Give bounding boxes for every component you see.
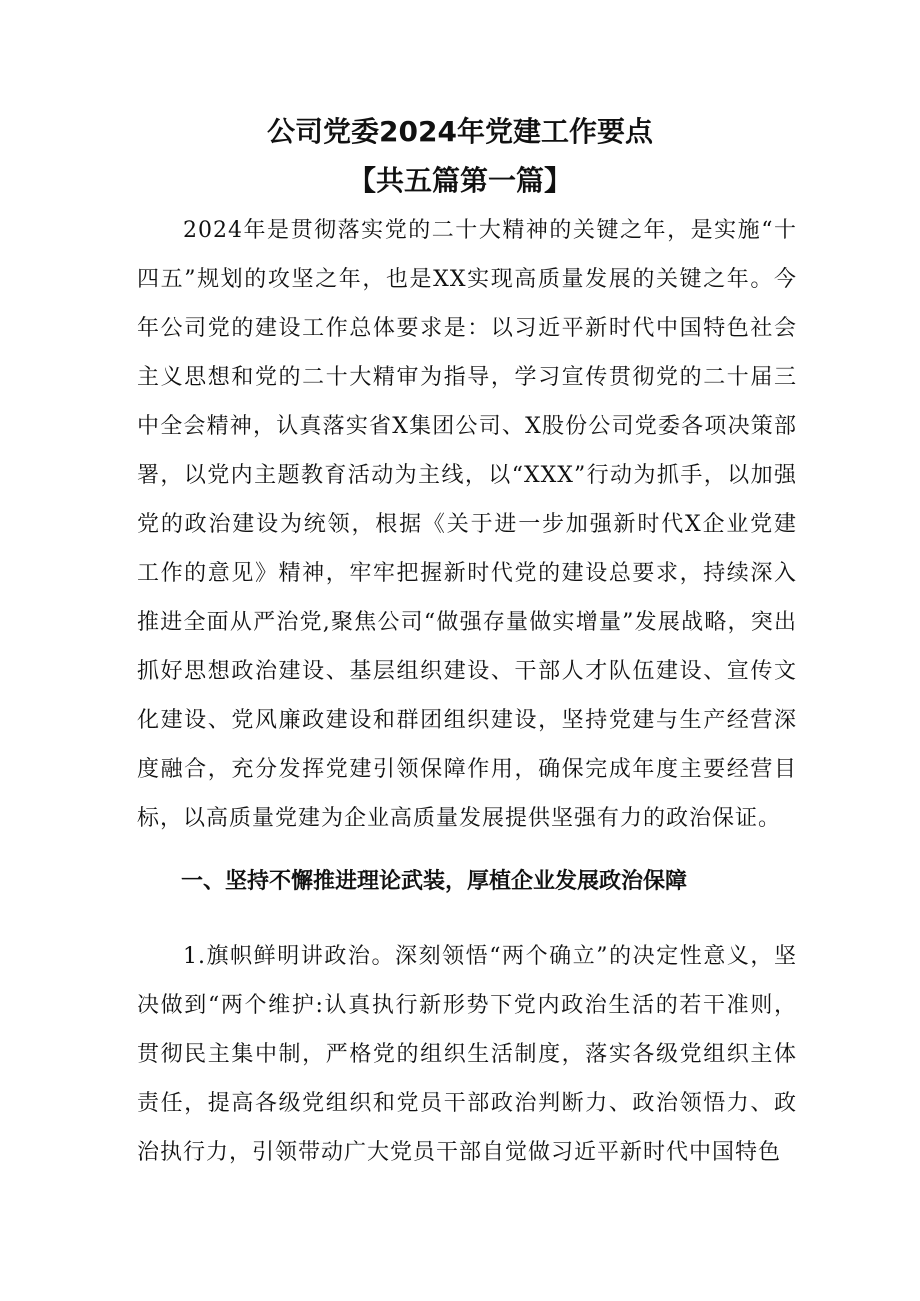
document-title: 公司党委2024年党建工作要点 <box>267 115 653 148</box>
section-heading: 一、坚持不懈推进理论武装，厚植企业发展政治保障 <box>181 869 688 894</box>
document-subtitle: 【共五篇第一篇】 <box>347 164 572 197</box>
section-paragraph: 1.旗帜鲜明讲政治。深刻领悟“两个确立”的决定性意义，坚决做到“两个维护:认真执行新形势下党内政治生活的若干准则，贯彻民主集中制，严格党的组织生活制度，落实各级党组织主体责任，提高各级党组织和党员干部政治判断力、政治领悟力、政治执行力，引领带动广大党员干部自觉做习近平新时代中国特色 <box>137 944 797 1165</box>
intro-paragraph: 2024年是贯彻落实党的二十大精神的关键之年，是实施“十四五”规划的攻坚之年，也是XX实现高质量发展的关键之年。今年公司党的建设工作总体要求是：以习近平新时代中国特色社会主义思想和党的二十大精审为指导，学习宣传贯彻党的二十届三中全会精神，认真落实省X集团公司、X股份公司党委各项决策部署，以党内主题教育活动为主线，以“XXX”行动为抓手，以加强党的政治建设为统领，根据《关于进一步加强新时代X企业党建工作的意见》精神，牢牢把握新时代党的建设总要求，持续深入推进全面从严治党,聚焦公司“做强存量做实增量”发展战略，突出抓好思想政治建设、基层组织建设、干部人才队伍建设、宣传文化建设、党风廉政建设和群团组织建设，坚持党建与生产经营深度融合，充分发挥党建引领保障作用，确保完成年度主要经营目标，以高质量党建为企业高质量发展提供坚强有力的政治保证。 <box>137 218 797 831</box>
